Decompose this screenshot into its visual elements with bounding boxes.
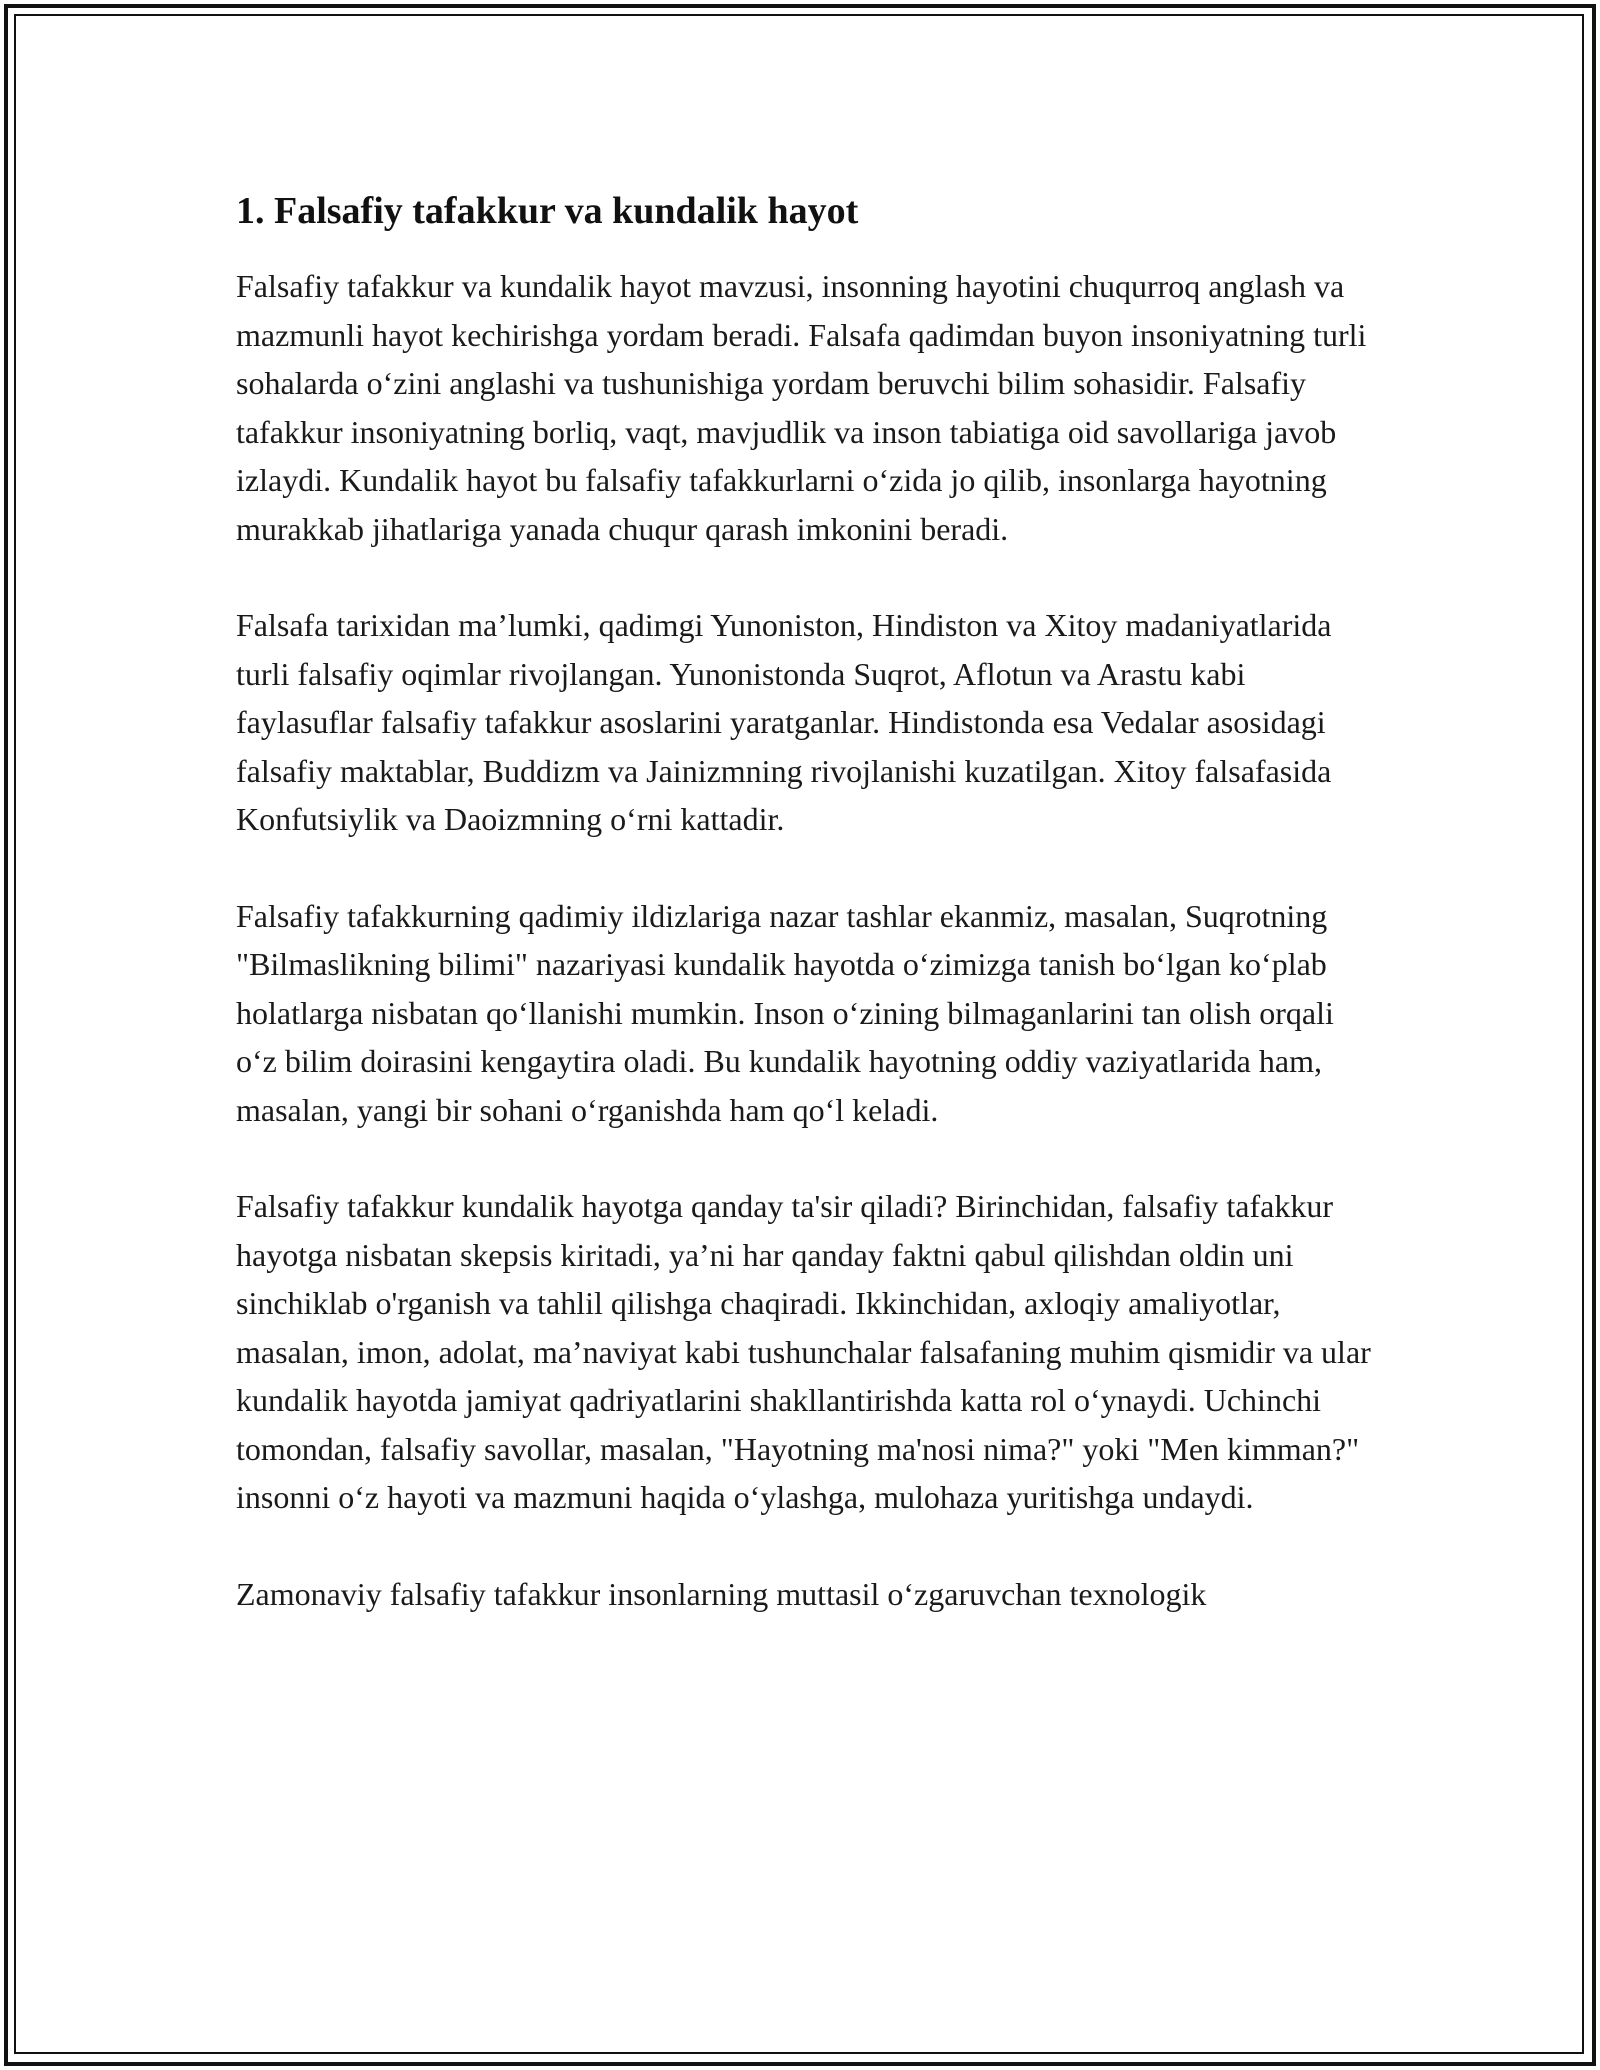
paragraph-history: Falsafa tarixidan ma’lumki, qadimgi Yunoniston, Hindiston va Xitoy madaniyatlarida turli falsafiy oqimlar rivojlangan. Yunonistonda Suqrot, Aflotun va Arastu kabi faylasuflar falsafiy tafakkur asoslarini yaratganlar. Hindistonda esa Vedalar asosidagi falsafiy maktablar, Buddizm va Jainizmning rivojlanishi kuzatilgan. Xitoy falsafasida Konfutsiylik va Daoizmning oʻrni kattadir. xyxy=(236,607,1332,837)
document-body xyxy=(236,186,1376,1666)
paragraph-influence: Falsafiy tafakkur kundalik hayotga qanday ta'sir qiladi? Birinchidan, falsafiy tafakkur hayotga nisbatan skepsis kiritadi, ya’ni har qanday faktni qabul qilishdan oldin uni sinchiklab o'rganish va tahlil qilishga chaqiradi. Ikkinchidan, axloqiy amaliyotlar, masalan, imon, adolat, ma’naviyat kabi tushunchalar falsafaning muhim qismidir va ular kundalik hayotda jamiyat qadriyatlarini shakllantirishda katta rol oʻynaydi. Uchinchi tomondan, falsafiy savollar, masalan, "Hayotning ma'nosi nima?" yoki "Men kimman?" insonni oʻz hayoti va mazmuni haqida oʻylashga, mulohaza yuritishga undaydi. xyxy=(236,1188,1371,1515)
paragraph-intro: Falsafiy tafakkur va kundalik hayot mavzusi, insonning hayotini chuqurroq anglash va mazmunli hayot kechirishga yordam beradi. Falsafa qadimdan buyon insoniyatning turli sohalarda oʻzini anglashi va tushunishiga yordam beruvchi bilim sohasidir. Falsafiy tafakkur insoniyatning borliq, vaqt, mavjudlik va inson tabiatiga oid savollariga javob izlaydi. Kundalik hayot bu falsafiy tafakkurlarni oʻzida jo qilib, insonlarga hayotning murakkab jihatlariga yanada chuqur qarash imkonini beradi. xyxy=(236,268,1367,547)
section-heading: 1. Falsafiy tafakkur va kundalik hayot xyxy=(236,190,859,232)
paragraph-socrates: Falsafiy tafakkurning qadimiy ildizlariga nazar tashlar ekanmiz, masalan, Suqrotning "Bilmaslikning bilimi" nazariyasi kundalik hayotda oʻzimizga tanish boʻlgan koʻplab holatlarga nisbatan qoʻllanishi mumkin. Inson oʻzining bilmaganlarini tan olish orqali oʻz bilim doirasini kengaytira oladi. Bu kundalik hayotning oddiy vaziyatlarida ham, masalan, yangi bir sohani oʻrganishda ham qoʻl keladi. xyxy=(236,897,1334,1128)
paragraph-modern: Zamonaviy falsafiy tafakkur insonlarning muttasil oʻzgaruvchan texnologik xyxy=(236,1575,1207,1612)
